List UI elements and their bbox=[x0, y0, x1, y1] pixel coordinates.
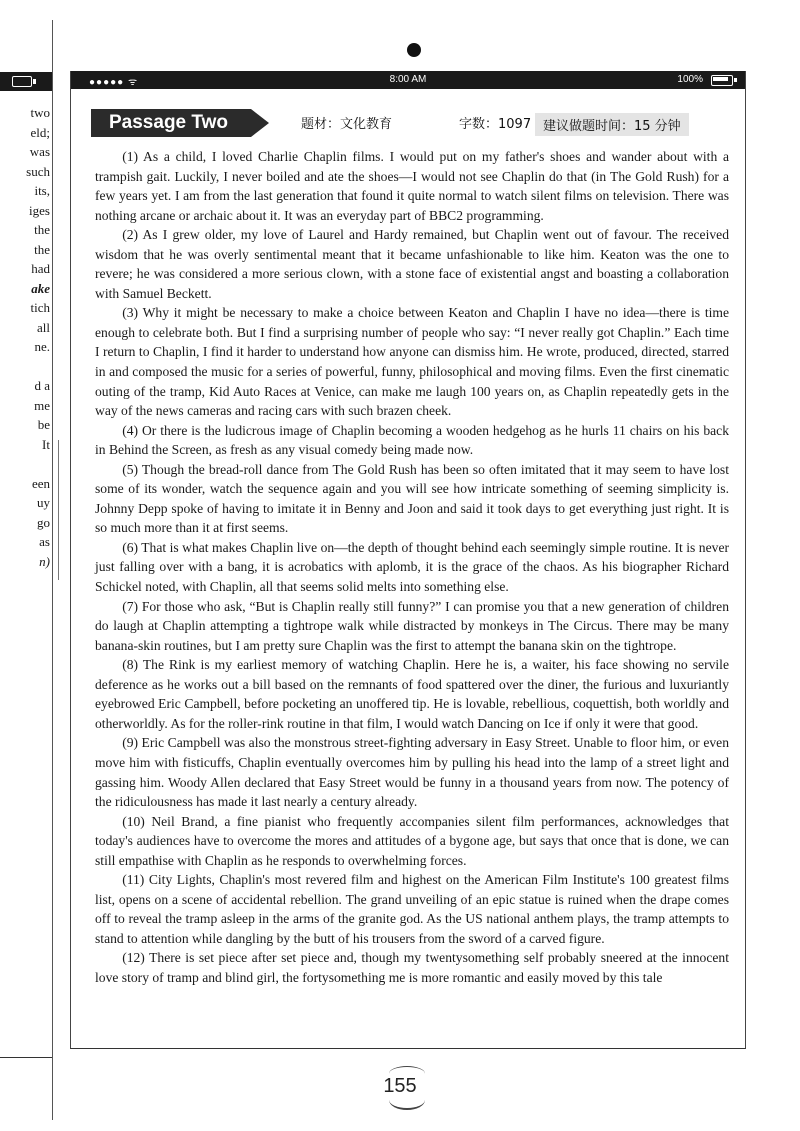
previous-word bbox=[2, 454, 50, 474]
topic-label: 题材：文化教育 bbox=[301, 117, 393, 132]
status-time: 8:00 AM bbox=[389, 74, 427, 85]
previous-word: tich bbox=[30, 300, 50, 315]
paragraph: (1) As a child, I loved Charlie Chaplin films. I would put on my father's shoes and wander about with a trampish gait. Luckily, I never boiled and ate the shoes—I would not see Chaplin do that (in The Gold Rush) for a few years yet. I am from the last generation that found it quite normal to watch silent films on television. There was nothing arcane or archaic about it. It was an everyday part of BBC2 programming. bbox=[95, 149, 729, 223]
previous-frame-bottom bbox=[0, 1045, 52, 1058]
page-gutter-line bbox=[52, 20, 53, 1120]
passage-title-badge bbox=[91, 109, 269, 137]
battery-percent: 100% bbox=[677, 74, 703, 85]
previous-word: such bbox=[26, 163, 50, 179]
paragraph: (8) The Rink is my earliest memory of watching Chaplin. Here he is, a waiter, his face showing no servile deference as he works out a bill based on the remnants of food spattered over the diner, the furious and luxuriantly eyebrowed Eric Campbell, before pocketing an unoffered tip. He is lovable, rebellious, coquettish, both worldly and otherworldly. As for the roller-rink routine in that film, I would watch Dancing on Ice if only it were that good. bbox=[95, 657, 729, 731]
paragraph: (11) City Lights, Chaplin's most revered film and highest on the American Film Institute's 100 greatest films list, opens on a scene of accidental rebellion. The grand unveiling of an epic statue is ruined when the drape comes off to reveal the tramp asleep in the arms of the granite god. As the US national anthem plays, the tramp attempts to stand to attention while dangling by the butt of his trousers from the sword of a carved figure. bbox=[95, 872, 729, 946]
previous-word: all bbox=[37, 319, 50, 335]
previous-word: go bbox=[37, 514, 50, 530]
previous-word: ne. bbox=[34, 339, 50, 354]
paragraph: (4) Or there is the ludicrous image of Chaplin becoming a wooden hedgehog as he hurls 11 chairs on his back in Behind the Screen, as fresh as any visual comedy being made now. bbox=[95, 422, 729, 458]
previous-word: d a bbox=[34, 378, 50, 393]
previous-status-bar bbox=[0, 72, 52, 91]
paragraph: (9) Eric Campbell was also the monstrous street-fighting adversary in Easy Street. Unable to floor him, or even move him with fisticuffs, Chaplin eventually overcomes him by pulling his head into the lamp of a street light and gassing him. Woody Allen declared that Easy Street would be funny in a thousand years from now. The potency of the ridiculousness has made it last nearly a century already. bbox=[95, 735, 729, 810]
previous-page-edge bbox=[0, 0, 60, 1131]
battery-icon bbox=[12, 76, 32, 87]
previous-word: had bbox=[31, 261, 50, 276]
previous-word: me bbox=[34, 397, 50, 413]
passage-title: Passage Two bbox=[91, 109, 251, 137]
previous-word: eld; bbox=[30, 124, 50, 140]
paragraph: (12) There is set piece after set piece and, though my twentysomething self probably sneered at the innocent love story of tramp and blind girl, the fortysomething me is more romantic and easily moved by this tale bbox=[95, 950, 729, 985]
previous-word: its, bbox=[34, 183, 50, 198]
paragraph: (6) That is what makes Chaplin live on—the depth of thought behind each seemingly simple routine. It is never just falling over with a bang, it is acrobatics with aplomb, it is the grace of the chaos. As his biographer Richard Schickel noted, with Chaplin, all that seems solid melts into something else. bbox=[95, 539, 729, 595]
previous-word: the bbox=[34, 222, 50, 237]
previous-page-text bbox=[2, 103, 50, 571]
paragraph: (10) Neil Brand, a fine pianist who frequently accompanies silent film performances, acknowledges that today's audiences have to overcome the mores and attitudes of a bygone age, but says that once that is done, we can still empathise with Chaplin as he responds to overwhelming forces. bbox=[95, 813, 729, 868]
previous-word: as bbox=[39, 534, 50, 549]
previous-word: was bbox=[29, 144, 50, 159]
previous-word: uy bbox=[37, 495, 50, 510]
article-body bbox=[95, 147, 729, 988]
previous-word bbox=[2, 357, 50, 377]
paragraph: (7) For those who ask, “But is Chaplin really still funny?” I can promise you that a new generation of children do laugh at Chaplin attempting a tightrope walk while distracted by monkeys in The Circus. There may be many banana-skin routines, but I am pretty sure Chaplin was the first to attempt the banana skin on the tightrope. bbox=[95, 598, 729, 653]
previous-word: een bbox=[31, 475, 50, 491]
badge-arrow bbox=[251, 109, 269, 137]
status-bar bbox=[71, 71, 745, 89]
suggested-time-label: 建议做题时间：15 分钟 bbox=[535, 113, 689, 136]
page-number-ornament bbox=[389, 1090, 425, 1110]
device-frame bbox=[70, 71, 746, 1049]
word-count-label: 字数：1097 bbox=[459, 117, 532, 132]
previous-word: ake bbox=[31, 280, 50, 296]
battery-icon bbox=[711, 75, 733, 86]
bullet-dot bbox=[407, 43, 421, 57]
paragraph: (3) Why it might be necessary to make a choice between Keaton and Chaplin I have no idea—there is time enough to celebrate both. But I find a surprising number of people who say: “I never really got Chaplin.” Each time I return to Chaplin, I find it harder to understand how anyone can dismiss him. He wrote, produced, directed, starred in and composed the music for a series of powerful, funny, philosophical and moving films. Even the first cinematic outing of the tramp, Kid Auto Races at Venice, can make me laugh 100 years on, as Chaplin repeatedly gets in the way of the news cameras and racing cars with such brazen cheek. bbox=[95, 305, 729, 419]
previous-word: two bbox=[30, 105, 50, 120]
page-gutter-line bbox=[58, 440, 59, 580]
previous-word: be bbox=[37, 417, 50, 432]
page-number: 155 bbox=[383, 1075, 417, 1097]
previous-word: n) bbox=[39, 553, 50, 569]
previous-word: the bbox=[34, 241, 50, 257]
paragraph: (2) As I grew older, my love of Laurel and Hardy remained, but Chaplin went out of favour. The received wisdom that he was overly sentimental meant that it became unfashionable to like him. Keaton was the one to revere; he was considered a more serious clown, with a stone face of existential angst and boasting a collaboration with Samuel Beckett. bbox=[95, 227, 729, 301]
signal-indicator: ●●●●● ᯤ bbox=[89, 77, 139, 88]
previous-word: It bbox=[42, 436, 50, 452]
paragraph: (5) Though the bread-roll dance from The Gold Rush has been so often imitated that it may seem to have lost some of its wonder, watch the sequence again and you will see how intricate something of seeming simplicity is. Johnny Depp spoke of having to imitate it in Benny and Joon and said it took days to get everything just right. It is so much more than it at first seems. bbox=[95, 461, 729, 536]
previous-word: iges bbox=[29, 202, 50, 218]
